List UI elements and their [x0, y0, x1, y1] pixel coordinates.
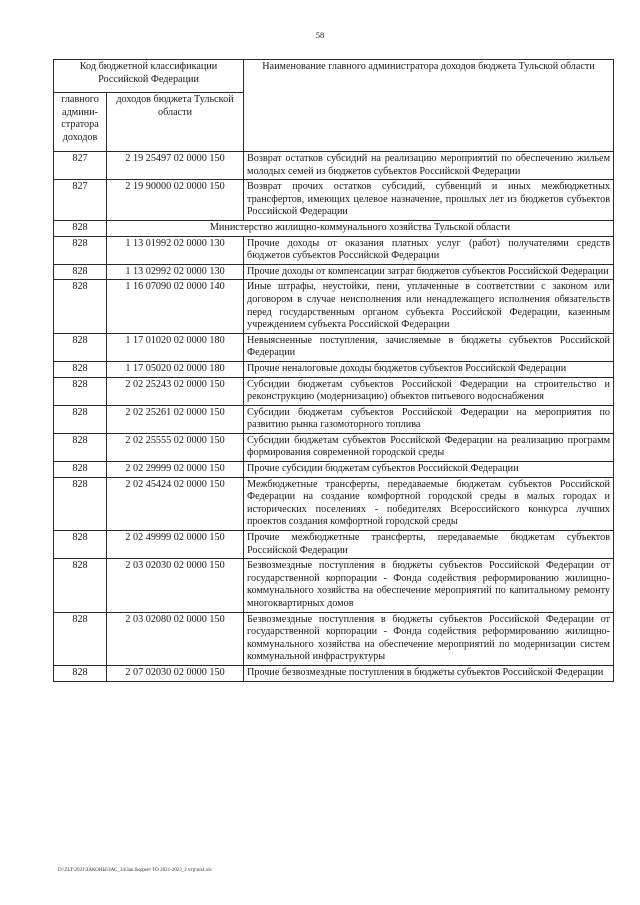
table-row: [54, 264, 614, 280]
header-admin-column: главного админи-стратора доходов: [54, 93, 107, 152]
income-code-cell: 2 02 49999 02 0000 150: [107, 531, 244, 559]
admin-code-cell: 828: [54, 612, 107, 665]
description-cell: Субсидии бюджетам субъектов Российской Федерации на мероприятия по развитию рынка газомоторного топлива: [244, 405, 614, 433]
description-cell: Безвозмездные поступления в бюджеты субъектов Российской Федерации от государственной корпорации - Фонда содействия реформированию жилищно-коммунального хозяйства на обеспечение мероприятий по капитальному ремонту многоквартирных домов: [244, 559, 614, 612]
table-row: [54, 477, 614, 530]
admin-code-cell: 828: [54, 236, 107, 264]
admin-code-cell: 828: [54, 665, 107, 681]
table-row: [54, 280, 614, 333]
admin-code-cell: 828: [54, 333, 107, 361]
budget-classification-table: [53, 59, 614, 682]
table-row: [54, 333, 614, 361]
income-code-cell: 1 17 05020 02 0000 180: [107, 361, 244, 377]
table-row: [54, 405, 614, 433]
admin-code-cell: 828: [54, 462, 107, 478]
income-code-cell: 2 02 25243 02 0000 150: [107, 377, 244, 405]
income-code-cell: 1 17 01020 02 0000 180: [107, 333, 244, 361]
file-path-footer: D:\ZLT\2021\ЗАКОНЫ\ЗАС_34\Зак.бюджет ТО 2021-2023_2 чтр\пп4.xls: [58, 868, 212, 873]
income-code-cell: 1 16 07090 02 0000 140: [107, 280, 244, 333]
description-cell: Иные штрафы, неустойки, пени, уплаченные в соответствии с законом или договором в случае неисполнения или ненадлежащего исполнения обязательств перед государственным органом субъекта Российской Федерации, казенным учреждением субъекта Российской Федерации: [244, 280, 614, 333]
table-body: [54, 152, 614, 682]
description-cell: Прочие субсидии бюджетам субъектов Российской Федерации: [244, 462, 614, 478]
header-name-column: Наименование главного администратора доходов бюджета Тульской области: [244, 60, 614, 152]
admin-code-cell: 828: [54, 377, 107, 405]
income-code-cell: 2 02 25555 02 0000 150: [107, 433, 244, 461]
description-cell: Прочие неналоговые доходы бюджетов субъектов Российской Федерации: [244, 361, 614, 377]
page-number: 58: [315, 30, 325, 40]
ministry-row: [54, 220, 614, 236]
description-cell: Прочие доходы от оказания платных услуг (работ) получателями средств бюджетов субъектов Российской Федерации: [244, 236, 614, 264]
description-cell: Межбюджетные трансферты, передаваемые бюджетам субъектов Российской Федерации на создание комфортной городской среды в малых городах и исторических поселениях - победителях Всероссийского конкурса лучших проектов создания комфортной городской среды: [244, 477, 614, 530]
table-row: [54, 152, 614, 180]
table-row: [54, 236, 614, 264]
table-row: [54, 377, 614, 405]
table-row: [54, 612, 614, 665]
income-code-cell: 2 07 02030 02 0000 150: [107, 665, 244, 681]
admin-code-cell: 828: [54, 264, 107, 280]
income-code-cell: 2 02 25261 02 0000 150: [107, 405, 244, 433]
table-row: [54, 462, 614, 478]
table-row: [54, 361, 614, 377]
ministry-title-cell: Министерство жилищно-коммунального хозяйства Тульской области: [107, 220, 614, 236]
admin-code-cell: 828: [54, 531, 107, 559]
header-code-group: Код бюджетной классификации Российской Федерации: [54, 60, 244, 93]
header-income-column: доходов бюджета Тульской области: [107, 93, 244, 152]
admin-code-cell: 827: [54, 180, 107, 221]
admin-code-cell: 828: [54, 361, 107, 377]
table-row: [54, 559, 614, 612]
description-cell: Возврат прочих остатков субсидий, субвенций и иных межбюджетных трансфертов, имеющих целевое назначение, прошлых лет из бюджетов субъектов Российской Федерации: [244, 180, 614, 221]
admin-code-cell: 828: [54, 433, 107, 461]
description-cell: Прочие доходы от компенсации затрат бюджетов субъектов Российской Федерации: [244, 264, 614, 280]
admin-code-cell: 828: [54, 280, 107, 333]
income-code-cell: 2 02 29999 02 0000 150: [107, 462, 244, 478]
income-code-cell: 2 03 02080 02 0000 150: [107, 612, 244, 665]
income-code-cell: 2 19 90000 02 0000 150: [107, 180, 244, 221]
income-code-cell: 2 03 02030 02 0000 150: [107, 559, 244, 612]
table-row: [54, 433, 614, 461]
description-cell: Безвозмездные поступления в бюджеты субъектов Российской Федерации от государственной корпорации - Фонда содействия реформированию жилищно-коммунального хозяйства на обеспечение мероприятий по модернизации систем коммунальной инфраструктуры: [244, 612, 614, 665]
table-row: [54, 531, 614, 559]
table-row: [54, 665, 614, 681]
description-cell: Прочие безвозмездные поступления в бюджеты субъектов Российской Федерации: [244, 665, 614, 681]
table-row: [54, 180, 614, 221]
income-code-cell: 2 02 45424 02 0000 150: [107, 477, 244, 530]
admin-code-cell: 828: [54, 477, 107, 530]
income-code-cell: 1 13 01992 02 0000 130: [107, 236, 244, 264]
description-cell: Невыясненные поступления, зачисляемые в бюджеты субъектов Российской Федерации: [244, 333, 614, 361]
income-code-cell: 1 13 02992 02 0000 130: [107, 264, 244, 280]
description-cell: Субсидии бюджетам субъектов Российской Федерации на реализацию программ формирования современной городской среды: [244, 433, 614, 461]
description-cell: Субсидии бюджетам субъектов Российской Федерации на строительство и реконструкцию (модернизацию) объектов питьевого водоснабжения: [244, 377, 614, 405]
description-cell: Прочие межбюджетные трансферты, передаваемые бюджетам субъектов Российской Федерации: [244, 531, 614, 559]
description-cell: Возврат остатков субсидий на реализацию мероприятий по обеспечению жильем молодых семей из бюджетов субъектов Российской Федерации: [244, 152, 614, 180]
admin-code-cell: 827: [54, 152, 107, 180]
admin-code-cell: 828: [54, 559, 107, 612]
income-code-cell: 2 19 25497 02 0000 150: [107, 152, 244, 180]
admin-code-cell: 828: [54, 405, 107, 433]
admin-code-cell: 828: [54, 220, 107, 236]
